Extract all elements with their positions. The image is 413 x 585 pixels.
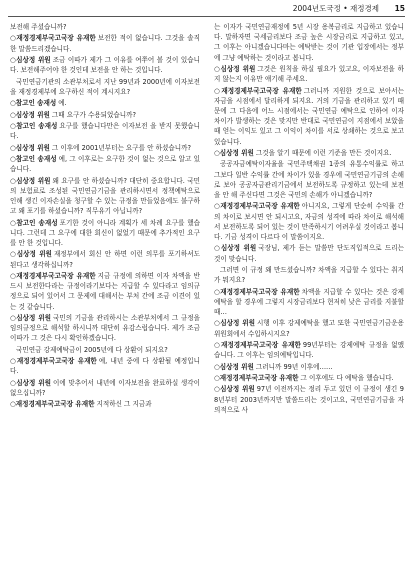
speech-text: 재정부에서 회신 안 하면 이런 의무를 포기하셔도 된다고 생각하십니까?: [10, 250, 200, 269]
text-paragraph: [10, 77, 200, 97]
header-title: 2004년도국정 • 재정경제: [292, 4, 379, 13]
speech-paragraph: [10, 55, 200, 75]
speech-text: 왜 요구를 안 하셨습니까? 대단히 중요합니다. 국민의 보험료로 조성된 국민연금기금을 관리하시면서 정책예탁으로 인해 생긴 이자손실을 청구할 수 있는 규정을 만들었음에도 불구하고 왜 포기를 하셨습니까? 직무유기 아닙니까?: [10, 176, 200, 216]
speech-text: 조금 이따가 제가 그 이유를 여쭈어 볼 것이 있습니다. 보전해주어야 한 것인데 보전을 안 하는 것입니다.: [10, 55, 200, 75]
speech-text: 예, 그 이후로는 요구한 것이 없는 것으로 알고 있습니다.: [10, 154, 200, 174]
left-column: [10, 22, 200, 580]
speaker-name: ○심상정 위원: [10, 378, 51, 387]
text-paragraph: [214, 22, 404, 63]
speaker-name: ○참고인 송재성: [10, 154, 57, 163]
right-column: [214, 22, 404, 580]
speech-paragraph: [10, 378, 200, 398]
speaker-name: ○재정경제부국고국장 유재한: [10, 271, 96, 280]
speech-text: 지적하신 그 지금과: [96, 400, 152, 409]
speaker-name: ○재정경제부국고국장 유재한: [10, 34, 96, 43]
speech-text: 국민연금기관의 소관부처로서 지난 99년과 2000년에 이자보전을 재정경제부에 요구하신 적이 계시지요?: [10, 77, 200, 96]
speaker-name: ○심상정 위원: [10, 176, 51, 185]
speaker-name: ○재정경제부국고국장 유재한: [10, 400, 95, 409]
speaker-name: ○심상정 위원: [214, 319, 255, 328]
speech-paragraph: [10, 110, 200, 120]
speaker-name: ○심상정 위원: [214, 362, 254, 371]
speech-paragraph: [10, 121, 200, 141]
speech-paragraph: [214, 148, 404, 158]
text-paragraph: [214, 159, 404, 200]
speech-paragraph: [10, 271, 200, 312]
speech-paragraph: [10, 249, 200, 269]
speech-text: 지금 규정에 의하면 이자 차액을 반드시 보전한다라는 규정이라기보다는 지급할 수 있다라고 임의규정으로 되어 있어서 그 문제에 대해서는 부처 간에 조금 이견이 있는 것 같습니다.: [10, 271, 200, 311]
speech-text: 그러면 이 규정 왜 만드셨습니까? 차액을 지급할 수 있다는 취지가 뭐지요?: [214, 265, 404, 285]
speaker-name: ○참고인 송재성: [10, 218, 58, 227]
speech-text: 아니지요, 그렇게 단순히 수익률 간의 차이로 보시면 안 되시고요, 자금의 성격에 따라 차이로 해석해서 보전하도록 되어 있는 것이 만족하시기 어려우실 것이라고 봅니다. 기금 성격이 다르다 이 말씀이지요.: [214, 202, 404, 241]
speech-text: 차액을 지급할 수 있다는 것은 강제예탁을 할 경우에 그렇지 시장금리보다 현저히 낮은 금리를 지불할 때…: [214, 287, 404, 316]
speech-paragraph: [10, 313, 200, 344]
speaker-name: ○참고인 송재성: [10, 121, 58, 130]
speech-text: 그 이후에도 다 예탁을 했습니다.: [300, 373, 394, 382]
speech-paragraph: [214, 318, 404, 338]
text-paragraph: [10, 345, 200, 355]
speech-text: 97년 이전까지는 정리 두고 있던 이 규정이 생긴 98년부터 2003년까지만 말씀드리는 것이고요, 국민연금기금을 자의적으로 사: [214, 385, 404, 414]
speech-paragraph: [10, 154, 200, 174]
speech-paragraph: [214, 340, 404, 360]
speaker-name: ○심상정 위원: [10, 55, 51, 64]
page-header: [8, 3, 405, 17]
speech-paragraph: [214, 201, 404, 242]
speech-text: 국민연금 강제예탁금이 2005년에 다 상환이 되지요?: [16, 345, 168, 354]
speaker-name: ○심상정 위원: [10, 143, 50, 152]
speech-paragraph: [10, 98, 200, 108]
speech-paragraph: [214, 86, 404, 147]
speech-text: 공공자금예탁이자율을 국민주택채권 1종의 유통수익률로 하고 그보다 일반 수익률 간에 차이가 있을 경우에 국민연금기금의 손해로 보아 공공자금관리기금에서 보전하도록 규정하고 있는데 보전을 안 해 주신다면 그것은 국민의 손해가 아니겠습니까?: [214, 160, 404, 199]
text-paragraph: [10, 22, 200, 32]
speaker-name: ○심상정 위원: [214, 244, 257, 253]
speech-text: 99년부터는 강제예탁 규정을 없앴습니다. 그 이후는 임의예탁입니다.: [214, 340, 404, 360]
speech-text: 국장님, 제가 듣는 말씀만 단도직입적으로 드리는 것이 맞습니다.: [214, 244, 404, 263]
speaker-name: ○심상정 위원: [214, 385, 255, 394]
speech-paragraph: [10, 176, 200, 217]
speech-paragraph: [214, 362, 404, 372]
speech-text: 보전한 적이 없습니다. 그것을 솔직한 말씀드리겠습니다.: [10, 34, 200, 53]
speech-text: 그러니까 99년 이후에……: [255, 362, 333, 371]
speech-paragraph: [10, 143, 200, 153]
speaker-name: ○재정경제부국고국장 유재한: [10, 357, 97, 366]
speech-text: 시행 이후 강제예탁을 했고 또한 국민연금기금운용위원회에서 수입하시지요?: [214, 319, 404, 338]
speech-text: 는 이자가 국민연금재정에 5년 시장 용복금리로 지급하고 있습니다. 말하자면 국세금리보다 조금 높은 시장금리로 지급하고 있고, 그 이후는 아니겠습니다마는 예탁받는 것이 기관 입장에서는 정부에 그냥 예탁하는 것이라고 봅니다.: [214, 23, 404, 62]
speaker-name: ○심상정 위원: [10, 250, 52, 259]
speech-text: 보전해 주셨습니까?: [10, 23, 67, 31]
speech-text: 그 이후에 2001년부터는 요구를 안 하셨습니까?: [51, 143, 191, 152]
speech-text: 그러니까 지원한 것으로 보아서는 자금을 시점에서 달리하게 되지요. 거의 기금을 관리하고 있기 때문에 그 다음에 어느 시점에서는 국민연금 예탁으로 인하여 이자 차이가 발생하는 것은 맞지만 반대로 국민연금이 지점에서 보았을 때 얻는 이익도 있고 그 이익이 차이를 서로 상쇄하는 것으로 보고 있습니다.: [214, 86, 404, 146]
speech-paragraph: [10, 33, 200, 53]
speech-text: 이에 맞추어서 내년에 이자보전을 완료하실 생각이 없으십니까?: [10, 378, 200, 397]
speaker-name: ○심상정 위원: [214, 65, 256, 73]
speaker-name: ○재정경제부국고국장 유재한: [214, 373, 299, 382]
speech-text: 그때 요구가 수용되었습니까?: [51, 110, 137, 119]
speaker-name: ○재정경제부국고국장 유재한: [214, 287, 300, 296]
speech-paragraph: [10, 218, 200, 249]
speech-paragraph: [214, 64, 404, 84]
speaker-name: ○재정경제부국고국장 유재한: [214, 340, 301, 349]
speaker-name: ○참고인 송재성: [10, 99, 57, 108]
speech-paragraph: [214, 373, 404, 383]
speech-text: 포기한 것이 아니라 계획가 세 차례 요구를 했습니다. 그런데 그 요구에 대한 회신이 없었기 때문에 추가적인 요구를 안 한 것입니다.: [10, 218, 200, 247]
speech-text: 예, 내년 중에 다 상환될 예정입니다.: [10, 357, 200, 376]
page-number: 15: [394, 4, 405, 13]
speech-text: 그것을 알기 때문에 이런 기준을 만든 것이지요.: [255, 149, 392, 157]
speaker-name: ○재정경제부국고국장 유재한: [214, 86, 302, 95]
speech-paragraph: [10, 356, 200, 376]
speech-paragraph: [214, 384, 404, 415]
speaker-name: ○심상정 위원: [10, 110, 50, 119]
speech-text: 요구를 했습니다만은 이자보전 을 받지 못했습니다.: [10, 121, 200, 141]
speaker-name: ○심상정 위원: [214, 149, 254, 157]
speech-paragraph: [10, 399, 200, 409]
speaker-name: ○심상정 위원: [10, 313, 51, 322]
speech-paragraph: [214, 287, 404, 318]
speech-text: 그것은 원칙을 하실 필요가 있고요, 이자보전을 하지 않는지 이유만 얘기해 주세요.: [214, 65, 404, 84]
text-paragraph: [214, 265, 404, 285]
speech-text: 국민의 기금을 관리하시는 소관부처에서 그 규정을 임의규정으로 해석할 하시니까 대단히 유감스럽습니다. 제가 조금 이따가 그 것은 다시 확인하겠습니다.: [10, 313, 200, 343]
speaker-name: ○재정경제부국고국장 유재한: [214, 202, 300, 211]
speech-text: 예.: [58, 99, 67, 108]
speech-paragraph: [214, 243, 404, 263]
